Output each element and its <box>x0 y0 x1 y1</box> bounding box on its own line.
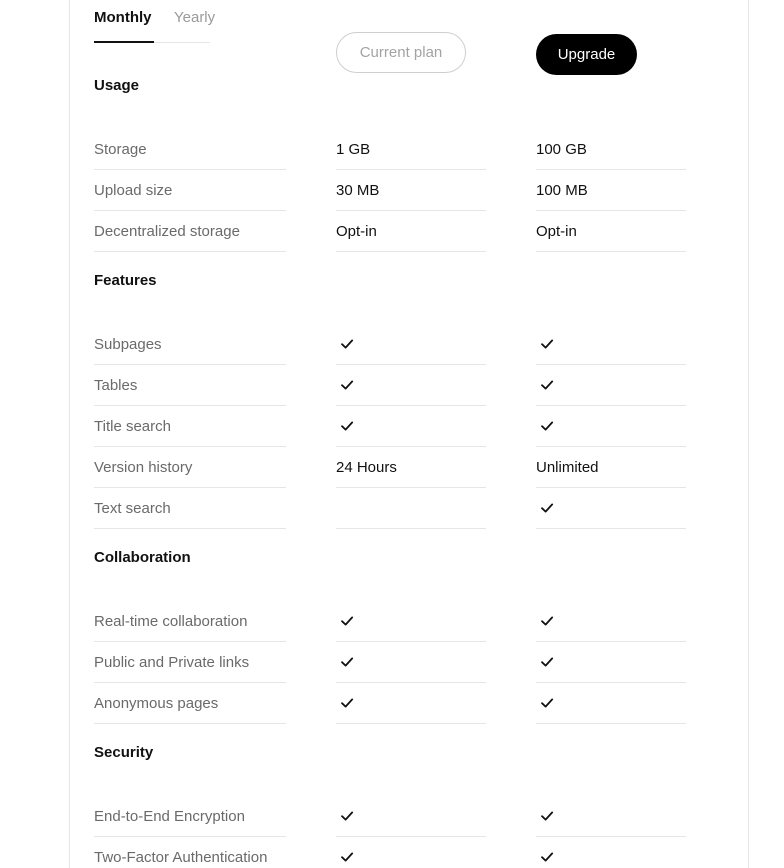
upgrade-plan-value: 100 MB <box>536 170 686 211</box>
current-plan-value <box>336 488 486 529</box>
row-label: Upload size <box>94 170 286 211</box>
section-title-features: Features <box>94 272 157 289</box>
row-label: Subpages <box>94 324 286 365</box>
upgrade-plan-cell <box>536 601 686 642</box>
row-label: Version history <box>94 447 286 488</box>
check-icon <box>540 614 554 628</box>
upgrade-plan-cell <box>536 365 686 406</box>
check-icon <box>540 419 554 433</box>
upgrade-plan-cell <box>536 796 686 837</box>
current-plan-value: Opt-in <box>336 211 486 252</box>
row-label: Title search <box>94 406 286 447</box>
upgrade-plan-cell <box>536 642 686 683</box>
current-plan-value: 1 GB <box>336 129 486 170</box>
row-label: Decentralized storage <box>94 211 286 252</box>
check-icon <box>340 850 354 864</box>
check-icon <box>540 850 554 864</box>
current-plan-value: 30 MB <box>336 170 486 211</box>
check-icon <box>340 378 354 392</box>
current-plan-button[interactable]: Current plan <box>336 32 466 73</box>
current-plan-cell <box>336 365 486 406</box>
row-label: Text search <box>94 488 286 529</box>
row-label: Tables <box>94 365 286 406</box>
current-plan-cell <box>336 837 486 868</box>
section-title-collaboration: Collaboration <box>94 549 191 566</box>
tab-active-indicator <box>94 41 154 43</box>
current-plan-cell <box>336 796 486 837</box>
upgrade-plan-value: 100 GB <box>536 129 686 170</box>
current-plan-cell <box>336 324 486 365</box>
current-plan-cell <box>336 683 486 724</box>
check-icon <box>540 337 554 351</box>
check-icon <box>340 809 354 823</box>
check-icon <box>340 337 354 351</box>
current-plan-value: 24 Hours <box>336 447 486 488</box>
section-title-security: Security <box>94 744 154 761</box>
upgrade-plan-cell <box>536 683 686 724</box>
upgrade-button[interactable]: Upgrade <box>536 34 637 75</box>
check-icon <box>540 501 554 515</box>
row-label: End-to-End Encryption <box>94 796 286 837</box>
row-label: Anonymous pages <box>94 683 286 724</box>
current-plan-cell <box>336 406 486 447</box>
check-icon <box>540 696 554 710</box>
check-icon <box>340 614 354 628</box>
section-title-usage: Usage <box>94 77 140 94</box>
check-icon <box>540 809 554 823</box>
upgrade-plan-cell <box>536 488 686 529</box>
check-icon <box>340 419 354 433</box>
current-plan-cell <box>336 601 486 642</box>
upgrade-plan-cell <box>536 324 686 365</box>
check-icon <box>540 655 554 669</box>
check-icon <box>340 655 354 669</box>
upgrade-plan-value: Unlimited <box>536 447 686 488</box>
upgrade-plan-cell <box>536 406 686 447</box>
tab-yearly[interactable]: Yearly <box>174 9 216 26</box>
row-label: Two-Factor Authentication <box>94 837 286 868</box>
row-label: Storage <box>94 129 286 170</box>
current-plan-cell <box>336 642 486 683</box>
upgrade-plan-cell <box>536 837 686 868</box>
row-label: Public and Private links <box>94 642 286 683</box>
check-icon <box>540 378 554 392</box>
billing-tabs <box>94 8 216 44</box>
row-label: Real-time collaboration <box>94 601 286 642</box>
tab-monthly[interactable]: Monthly <box>94 9 152 26</box>
check-icon <box>340 696 354 710</box>
upgrade-plan-value: Opt-in <box>536 211 686 252</box>
